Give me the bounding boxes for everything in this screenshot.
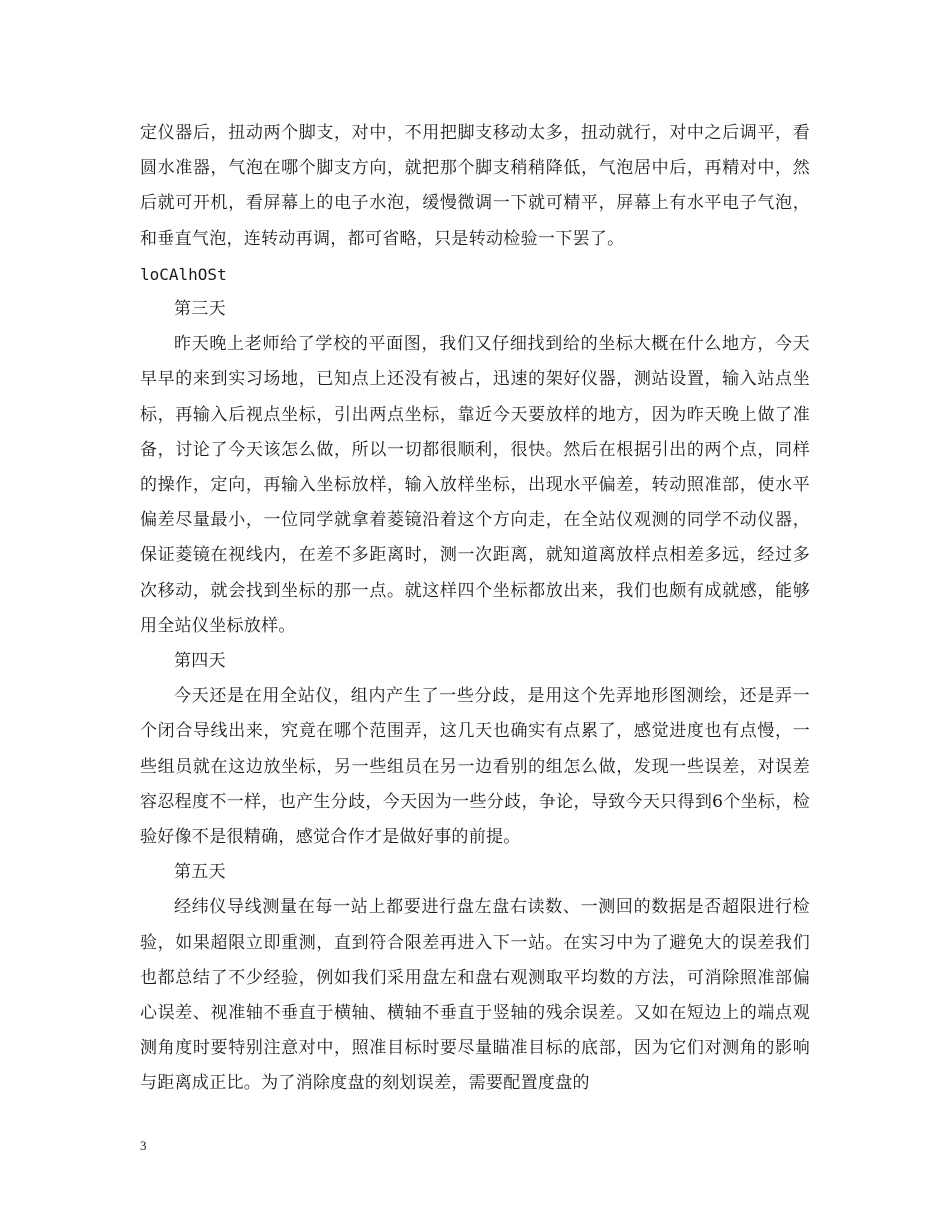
paragraph-day-4: 今天还是在用全站仪，组内产生了一些分歧，是用这个先弄地形图测绘，还是弄一个闭合导线出来，究竟在哪个范围弄，这几天也确实有点累了，感觉进度也有点慢，一些组员就在这边放坐标，另一些组员在另一边看别的组怎么做，发现一些误差，对误差容忍程度不一样，也产生分歧，今天因为一些分歧，争论，导致今天只得到6个坐标，检验好像不是很精确，感觉合作才是做好事的前提。 <box>140 686 810 848</box>
heading-day-5: 第五天 <box>174 862 226 883</box>
paragraph-day-5: 经纬仪导线测量在每一站上都要进行盘左盘右读数、一测回的数据是否超限进行检验，如果超限立即重测，直到符合限差再进入下一站。在实习中为了避免大的误差我们也都总结了不少经验，例如我们采用盘左和盘右观测取平均数的方法，可消除照准部偏心误差、视准轴不垂直于横轴、横轴不垂直于竖轴的残余误差。又如在短边上的端点观测角度时要特别注意对中，照准目标时要尽量瞄准目标的底部，因为它们对测角的影响与距离成正比。为了消除度盘的刻划误差，需要配置度盘的 <box>140 897 810 1094</box>
paragraph-instrument-setup: 定仪器后，扭动两个脚支，对中，不用把脚支移动太多，扭动就行，对中之后调平，看圆水准器，气泡在哪个脚支方向，就把那个脚支稍稍降低，气泡居中后，再精对中，然后就可开机，看屏幕上的电子水泡，缓慢微调一下就可精平，屏幕上有水平电子气泡，和垂直气泡，连转动再调，都可省略，只是转动检验一下罢了。 <box>140 123 810 249</box>
page-number: 3 <box>140 1138 147 1153</box>
paragraph-day-3: 昨天晚上老师给了学校的平面图，我们又仔细找到给的坐标大概在什么地方，今天早早的来到实习场地，已知点上还没有被占，迅速的架好仪器，测站设置，输入站点坐标，再输入后视点坐标，引出两点坐标，靠近今天要放样的地方，因为昨天晚上做了准备，讨论了今天该怎么做，所以一切都很顺利，很快。然后在根据引出的两个点，同样的操作，定向，再输入坐标放样，输入放样坐标，出现水平偏差，转动照准部，使水平偏差尽量最小，一位同学就拿着菱镜沿着这个方向走，在全站仪观测的同学不动仪器，保证菱镜在视线内，在差不多距离时，测一次距离，就知道离放样点相差多远，经过多次移动，就会找到坐标的那一点。就这样四个坐标都放出来，我们也颇有成就感，能够用全站仪坐标放样。 <box>140 334 810 636</box>
heading-day-3: 第三天 <box>174 299 226 320</box>
stray-text: loCAlhOSt <box>140 264 227 284</box>
heading-day-4: 第四天 <box>174 651 226 672</box>
document-body <box>140 116 810 1102</box>
